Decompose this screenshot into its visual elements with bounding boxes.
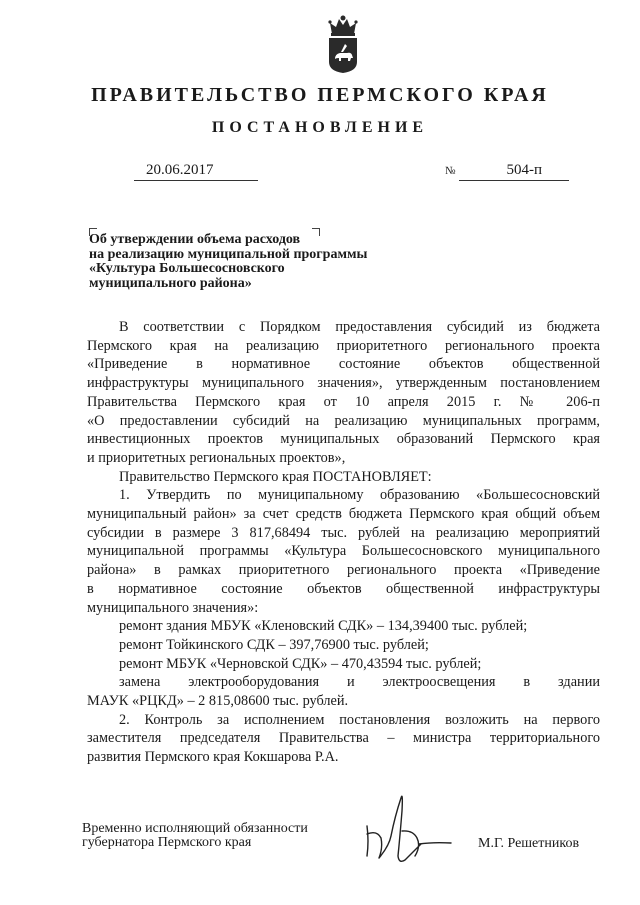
body-line: развития Пермского края Кокшарова Р.А. [87, 749, 339, 766]
document-type-title: ПОСТАНОВЛЕНИЕ [211, 119, 429, 136]
subject-line: муниципального района» [89, 275, 252, 291]
number-sign: № [445, 165, 456, 177]
decree-number: 504-п [459, 160, 569, 181]
body-line: в нормативное состояние объектов общественной инфраструктуры [87, 580, 600, 597]
body-line: ремонт МБУК «Черновской СДК» – 470,43594 тыс. рублей; [119, 655, 482, 672]
signatory-name: М.Г. Решетников [478, 836, 580, 851]
signatory-position-line: губернатора Пермского края [82, 835, 252, 850]
body-line: 1. Утвердить по муниципальному образованию «Большесосновский [119, 487, 600, 504]
subject-line: «Культура Большесосновского [89, 261, 285, 276]
body-line: Пермского края на реализацию приоритетного регионального проекта [87, 337, 600, 354]
body-line: района» в рамках приоритетного регионального проекта «Приведение [87, 562, 600, 579]
body-line: ремонт здания МБУК «Кленовский СДК» – 134,39400 тыс. рублей; [119, 618, 528, 635]
body-line: муниципальной программы «Культура Большесосновского муниципального [87, 543, 600, 560]
body-line: Правительства Пермского края от 10 апреля 2015 г. № 206-п [87, 393, 600, 410]
subject-line: на реализацию муниципальной программы [89, 246, 368, 262]
decree-date: 20.06.2017 [134, 160, 258, 181]
signatory-position-line: Временно исполняющий обязанности [82, 821, 308, 836]
body-line: муниципальный район» за счет средств бюджета Пермского края общий объем [87, 506, 600, 523]
subject-line: Об утверждении объема расходов [89, 232, 301, 247]
body-line: «О предоставлении субсидий на реализацию муниципальных программ, [87, 412, 600, 429]
body-line: 2. Контроль за исполнением постановления возложить на первого [119, 711, 600, 728]
government-title: ПРАВИТЕЛЬСТВО ПЕРМСКОГО КРАЯ [91, 84, 549, 106]
decree-number-field [445, 160, 569, 181]
perm-krai-coat-of-arms-icon [326, 14, 360, 74]
body-line: и приоритетных региональных проектов», [87, 449, 346, 466]
decree-subject [89, 233, 419, 291]
body-line: субсидии в размере 3 817,68494 тыс. рублей на реализацию мероприятий [87, 524, 600, 541]
handwritten-signature [355, 786, 460, 874]
body-line: ремонт Тойкинского СДК – 397,76900 тыс. рублей; [119, 636, 429, 653]
signatory-position [82, 822, 308, 850]
body-line: инфраструктуры муниципального значения», утвержденным постановлением [87, 375, 600, 392]
body-line: муниципального значения»: [87, 599, 259, 616]
body-line: «Приведение в нормативное состояние объектов общественной [87, 356, 600, 373]
body-line: В соответствии с Порядком предоставления субсидий из бюджета [119, 319, 600, 335]
body-line: заместителя председателя Правительства – министра территориального [87, 730, 600, 747]
body-line: МАУК «РЦКД» – 2 815,08600 тыс. рублей. [87, 693, 349, 710]
body-line: замена электрооборудования и электроосвещения в здании [119, 674, 600, 691]
body-line: инвестиционных проектов муниципальных образований Пермского края [87, 431, 600, 448]
body-line: Правительство Пермского края ПОСТАНОВЛЯЕТ: [119, 468, 432, 485]
decree-body [87, 318, 600, 767]
